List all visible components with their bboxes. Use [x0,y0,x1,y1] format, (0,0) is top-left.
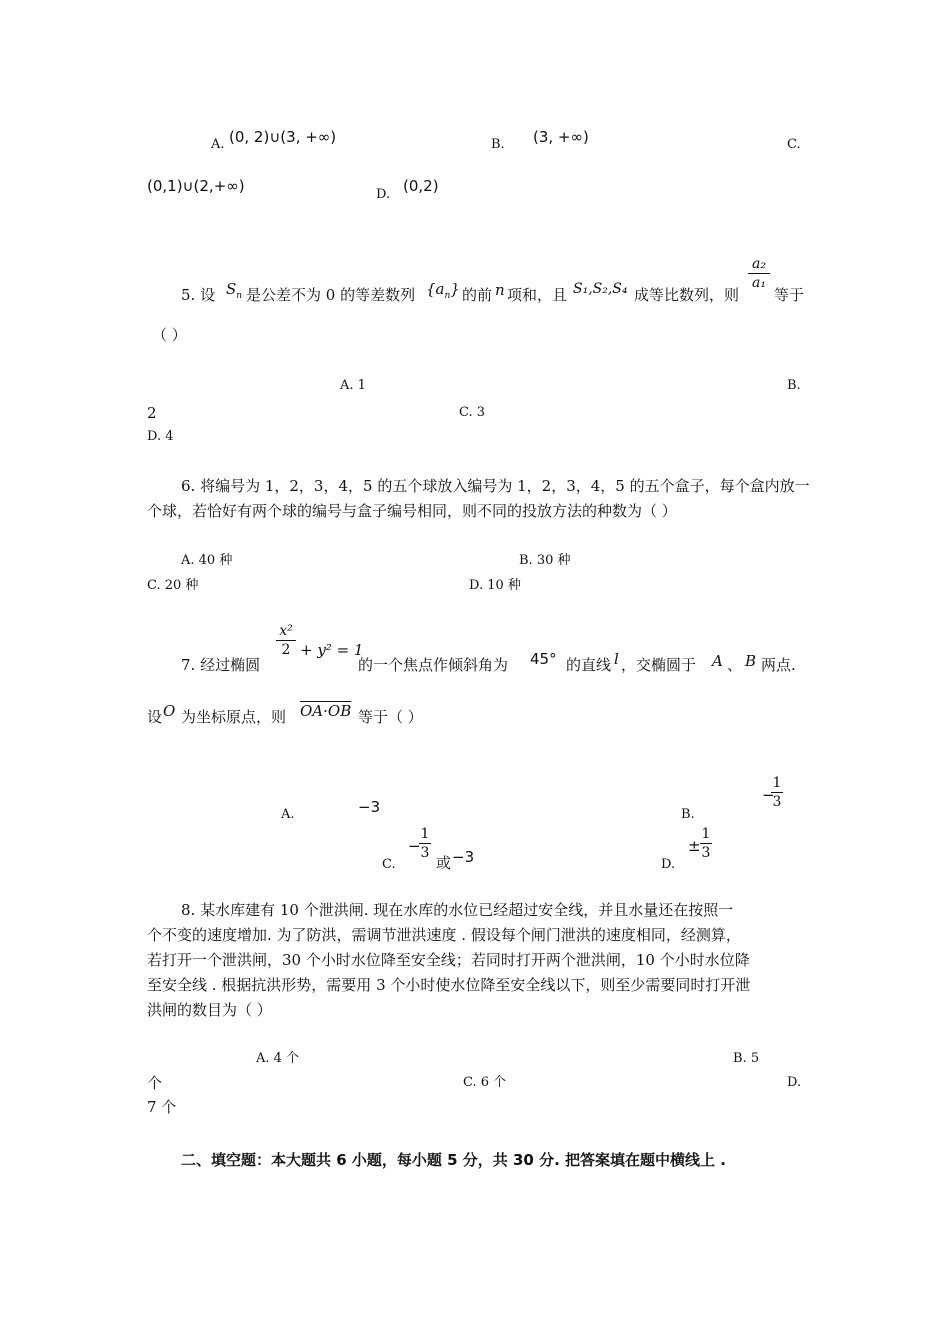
q7-text-8: 为坐标原点，则 [181,708,287,726]
q6-option-a: A. 40 种 [181,553,233,568]
q8-line-3: 若打开一个泄洪闸，30 个小时水位降至安全线；若同时打开两个泄洪闸，10 个小时水位降 [147,951,750,969]
q8-option-d: D. [787,1075,802,1090]
q7-option-c-label: C. [382,857,396,872]
q5-option-a: A. 1 [340,378,366,393]
q7-option-b-numerator: 1 [772,775,782,791]
q6-line-2: 个球，若恰好有两个球的编号与盒子编号相同，则不同的投放方法的种数为（ ） [147,502,677,520]
q7-option-b-fraction [771,775,783,810]
q7-option-c-denominator: 3 [420,845,430,861]
q8-option-c: C. 6 个 [463,1075,507,1090]
q7-point-b: B [745,652,757,670]
q7-text-1: 7. 经过椭圆 [181,656,261,674]
q7-option-d-numerator: 1 [701,826,711,842]
q4-option-c-value: (0,1)∪(2,+∞) [147,177,245,195]
q5-ratio-numerator: a₂ [752,256,766,272]
q7-vector-product: OA·OB [300,702,352,720]
q4-option-a-label: A. [211,137,225,152]
q7-option-c-or: 或 [436,854,452,872]
q8-line-5: 洪闸的数目为（ ） [147,1001,272,1019]
q7-angle: 45° [530,650,557,668]
q7-option-c-value: −3 [452,848,475,866]
q7-line-symbol: l [614,650,619,668]
q7-option-b-sign: − [762,786,775,804]
q5-option-c: C. 3 [459,405,486,420]
q8-line-2: 个不变的速度增加. 为了防洪，需调节泄洪速度 . 假设每个闸门泄洪的速度相同，经测算， [147,926,741,944]
q8-line-4: 至安全线 . 根据抗洪形势，需要用 3 个小时使水位降至安全线以下，则至少需要同时打开泄 [147,976,751,994]
q7-option-c-sign: − [408,837,421,855]
q6-line-1: 6. 将编号为 1，2，3，4，5 的五个球放入编号为 1，2，3，4，5 的五个盒子，每个盒内放一 [181,477,810,495]
q4-option-b-value: (3, +∞) [533,128,589,146]
q8-option-b: B. 5 [733,1051,760,1066]
q7-option-b-denominator: 3 [772,794,782,810]
q5-text-2: 是公差不为 0 的等差数列 [246,286,416,304]
q7-origin-symbol: O [163,702,176,720]
q7-text-5: 、 [727,656,743,674]
q7-option-a-label: A. [281,807,295,822]
q5-s124-symbol: S₁,S₂,S₄ [573,281,628,297]
q7-text-2: 的一个焦点作倾斜角为 [358,656,509,674]
q5-n-symbol: n [495,281,505,299]
q7-ellipse-numerator: x² [279,623,293,639]
q8-option-a: A. 4 个 [256,1051,300,1066]
q5-text-6: 等于 [774,286,805,304]
q7-option-d-label: D. [661,857,676,872]
q5-option-d: D. 4 [147,429,174,444]
q5-text-3: 的前 [462,286,493,304]
q4-option-b-label: B. [491,137,505,152]
q5-option-b-label: B. [787,378,801,393]
q4-option-c-label: C. [787,137,801,152]
q7-option-b-label: B. [681,807,695,822]
q8-option-b-cont: 个 [147,1074,163,1092]
q5-text-1: 5. 设 [181,286,216,304]
q7-ellipse-rest: + y² = 1 [300,641,364,659]
q7-option-a-value: −3 [358,798,381,816]
q7-text-7: 设 [147,708,163,726]
q5-text-4: 项和，且 [507,286,568,304]
q5-text-5: 成等比数列，则 [634,286,740,304]
q4-option-d-value: (0,2) [403,177,439,195]
section-2-heading: 二、填空题：本大题共 6 小题，每小题 5 分，共 30 分. 把答案填在题中横线上 . [181,1151,726,1169]
q7-point-a: A [712,652,723,670]
q5-ratio-denominator: a₁ [752,275,766,291]
q7-option-c-numerator: 1 [420,826,430,842]
q4-option-a-value: (0, 2)∪(3, +∞) [229,128,337,146]
q7-text-9: 等于（ ） [358,708,423,726]
q7-ellipse-fraction [276,623,296,658]
q8-option-d-cont: 7 个 [147,1098,177,1116]
q7-text-4: ，交椭圆于 [621,656,697,674]
q6-option-c: C. 20 种 [147,578,199,593]
q6-option-b: B. 30 种 [519,553,571,568]
q5-option-b-value: 2 [147,404,157,422]
q7-text-3: 的直线 [566,656,612,674]
q7-option-d-fraction [700,826,712,861]
q7-option-d-sign: ± [688,837,701,855]
q7-option-c-fraction [419,826,431,861]
q7-ellipse-denominator: 2 [281,642,291,658]
q7-option-d-denominator: 3 [701,845,711,861]
q8-line-1: 8. 某水库建有 10 个泄洪闸. 现在水库的水位已经超过安全线，并且水量还在按照一 [181,901,734,919]
q5-sn-symbol: $S_n$ [226,280,243,301]
q5-an-symbol: $\{a_n\}$ [426,280,460,301]
q7-text-6: 两点. [761,656,796,674]
q6-option-d: D. 10 种 [469,578,521,593]
q4-option-d-label: D. [376,187,391,202]
q5-ratio-fraction [748,256,770,291]
q5-answer-paren: （ ） [152,326,187,344]
